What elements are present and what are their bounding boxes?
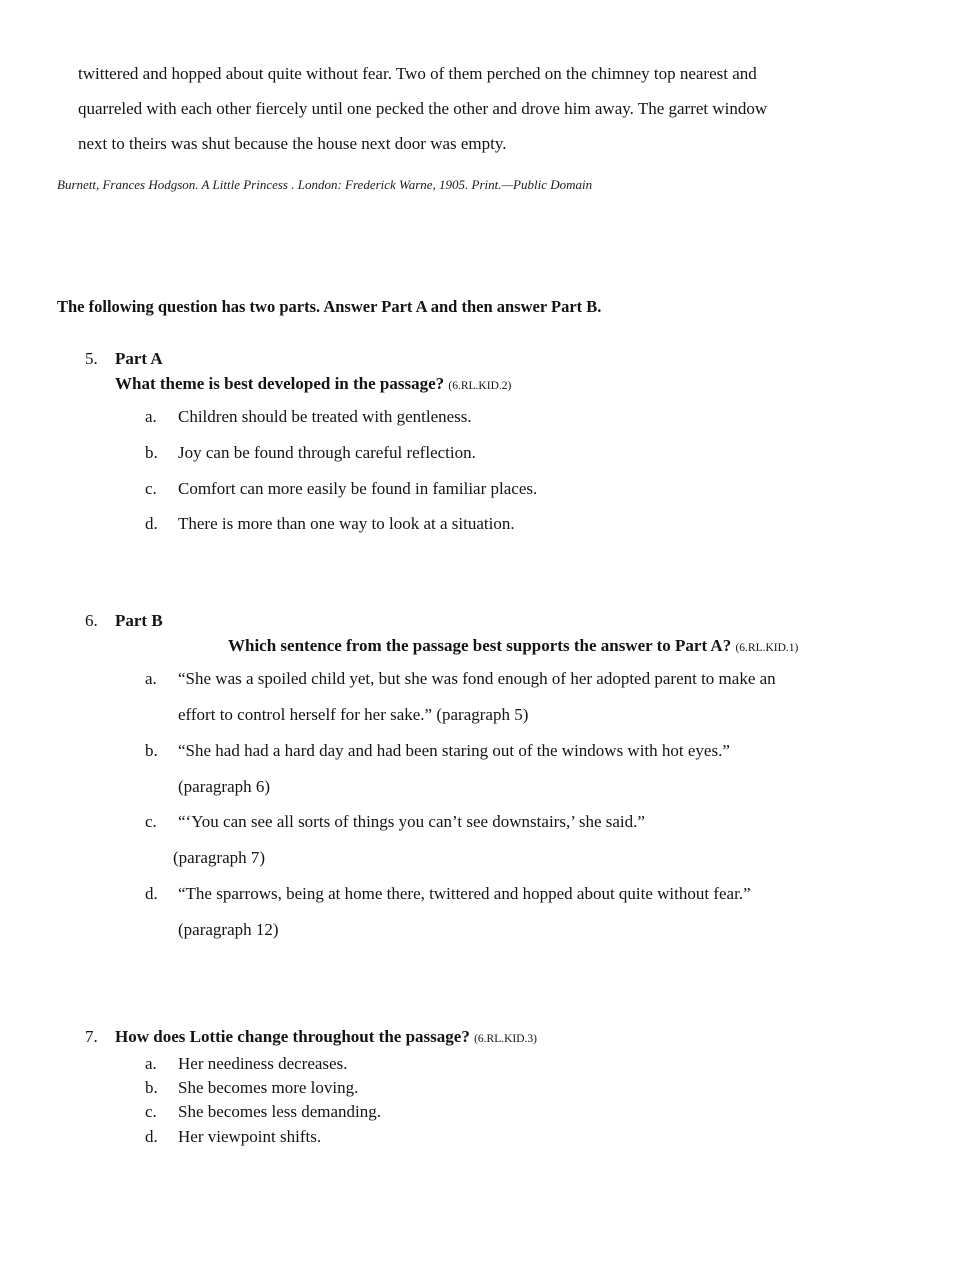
- question-number: 7.: [85, 1026, 98, 1046]
- standard-code: (6.RL.KID.1): [735, 642, 799, 655]
- option-text: She becomes less demanding.: [178, 1102, 382, 1122]
- prompt-text: What theme is best developed in the passage?: [115, 374, 445, 393]
- prompt-text: Which sentence from the passage best supports the answer to Part A?: [228, 636, 732, 656]
- part-a-label: Part A: [115, 349, 163, 368]
- option-letter: d.: [145, 883, 158, 903]
- question-6-prompt: [115, 633, 979, 661]
- option-letter: b.: [145, 740, 158, 760]
- option-letter: c.: [145, 812, 157, 832]
- answer-option-c: [145, 1100, 979, 1124]
- question-7: [85, 1024, 979, 1150]
- answer-option-b: [145, 733, 979, 805]
- option-line: “‘You can see all sorts of things you can’t see downstairs,’ she said.”: [178, 812, 645, 832]
- option-letter: d.: [145, 1126, 158, 1146]
- answer-option-b: [145, 1076, 979, 1100]
- option-letter: c.: [145, 1102, 157, 1122]
- question-5-options: [145, 399, 979, 542]
- option-letter: b.: [145, 1077, 158, 1097]
- passage-line: quarreled with each other fiercely until one pecked the other and drove him away. The garret window: [78, 99, 768, 118]
- two-part-instruction: The following question has two parts. Answer Part A and then answer Part B.: [57, 297, 602, 316]
- answer-option-d: [145, 506, 979, 542]
- option-letter: b.: [145, 442, 158, 462]
- option-line: (paragraph 7): [173, 848, 266, 868]
- question-5: [85, 346, 979, 542]
- option-letter: a.: [145, 1053, 157, 1073]
- option-letter: c.: [145, 478, 157, 498]
- answer-option-c: [145, 804, 979, 876]
- part-b-label: Part B: [115, 611, 163, 631]
- question-6: [85, 608, 979, 947]
- option-line: “She had had a hard day and had been staring out of the windows with hot eyes.”: [178, 740, 730, 760]
- answer-option-d: [145, 1125, 979, 1149]
- option-text: [178, 661, 776, 733]
- passage-line: twittered and hopped about quite without fear. Two of them perched on the chimney top nearest and: [78, 64, 757, 83]
- option-text: Comfort can more easily be found in familiar places.: [178, 478, 538, 498]
- option-line: “The sparrows, being at home there, twittered and hopped about quite without fear.”: [178, 883, 751, 903]
- passage-line: next to theirs was shut because the house next door was empty.: [78, 134, 507, 153]
- question-7-header: [85, 1024, 979, 1052]
- question-6-header: [85, 608, 979, 633]
- question-6-options: [145, 661, 979, 947]
- option-text: Joy can be found through careful reflection.: [178, 442, 476, 462]
- option-text: Children should be treated with gentleness.: [178, 407, 472, 426]
- option-text: Her viewpoint shifts.: [178, 1126, 322, 1146]
- option-line: (paragraph 12): [178, 919, 279, 939]
- option-line: “She was a spoiled child yet, but she was fond enough of her adopted parent to make an: [178, 669, 776, 689]
- option-letter: a.: [145, 407, 157, 426]
- answer-option-b: [145, 435, 979, 471]
- question-5-header: [85, 346, 979, 371]
- question-number: 6.: [85, 611, 98, 631]
- option-line: (paragraph 6): [178, 776, 271, 796]
- answer-option-a: [145, 661, 979, 733]
- standard-code: (6.RL.KID.3): [474, 1032, 537, 1045]
- option-letter: d.: [145, 514, 158, 534]
- option-text: She becomes more loving.: [178, 1077, 359, 1097]
- option-text: [173, 804, 645, 876]
- answer-option-a: [145, 399, 979, 435]
- option-text: [178, 876, 751, 948]
- standard-code: (6.RL.KID.2): [448, 380, 512, 392]
- option-letter: a.: [145, 669, 157, 689]
- option-text: [178, 733, 730, 805]
- answer-option-c: [145, 471, 979, 507]
- option-text: There is more than one way to look at a situation.: [178, 514, 515, 534]
- answer-option-a: [145, 1052, 979, 1076]
- option-text: Her neediness decreases.: [178, 1053, 348, 1073]
- option-line: effort to control herself for her sake.” (paragraph 5): [178, 704, 529, 724]
- question-7-options: [145, 1052, 979, 1150]
- prompt-text: How does Lottie change throughout the passage?: [115, 1026, 470, 1046]
- answer-option-d: [145, 876, 979, 948]
- question-number: 5.: [85, 349, 98, 368]
- source-citation: Burnett, Frances Hodgson. A Little Princess . London: Frederick Warne, 1905. Print.—Public Domain: [57, 177, 593, 192]
- question-5-prompt: [115, 371, 979, 399]
- passage-excerpt: [78, 56, 919, 161]
